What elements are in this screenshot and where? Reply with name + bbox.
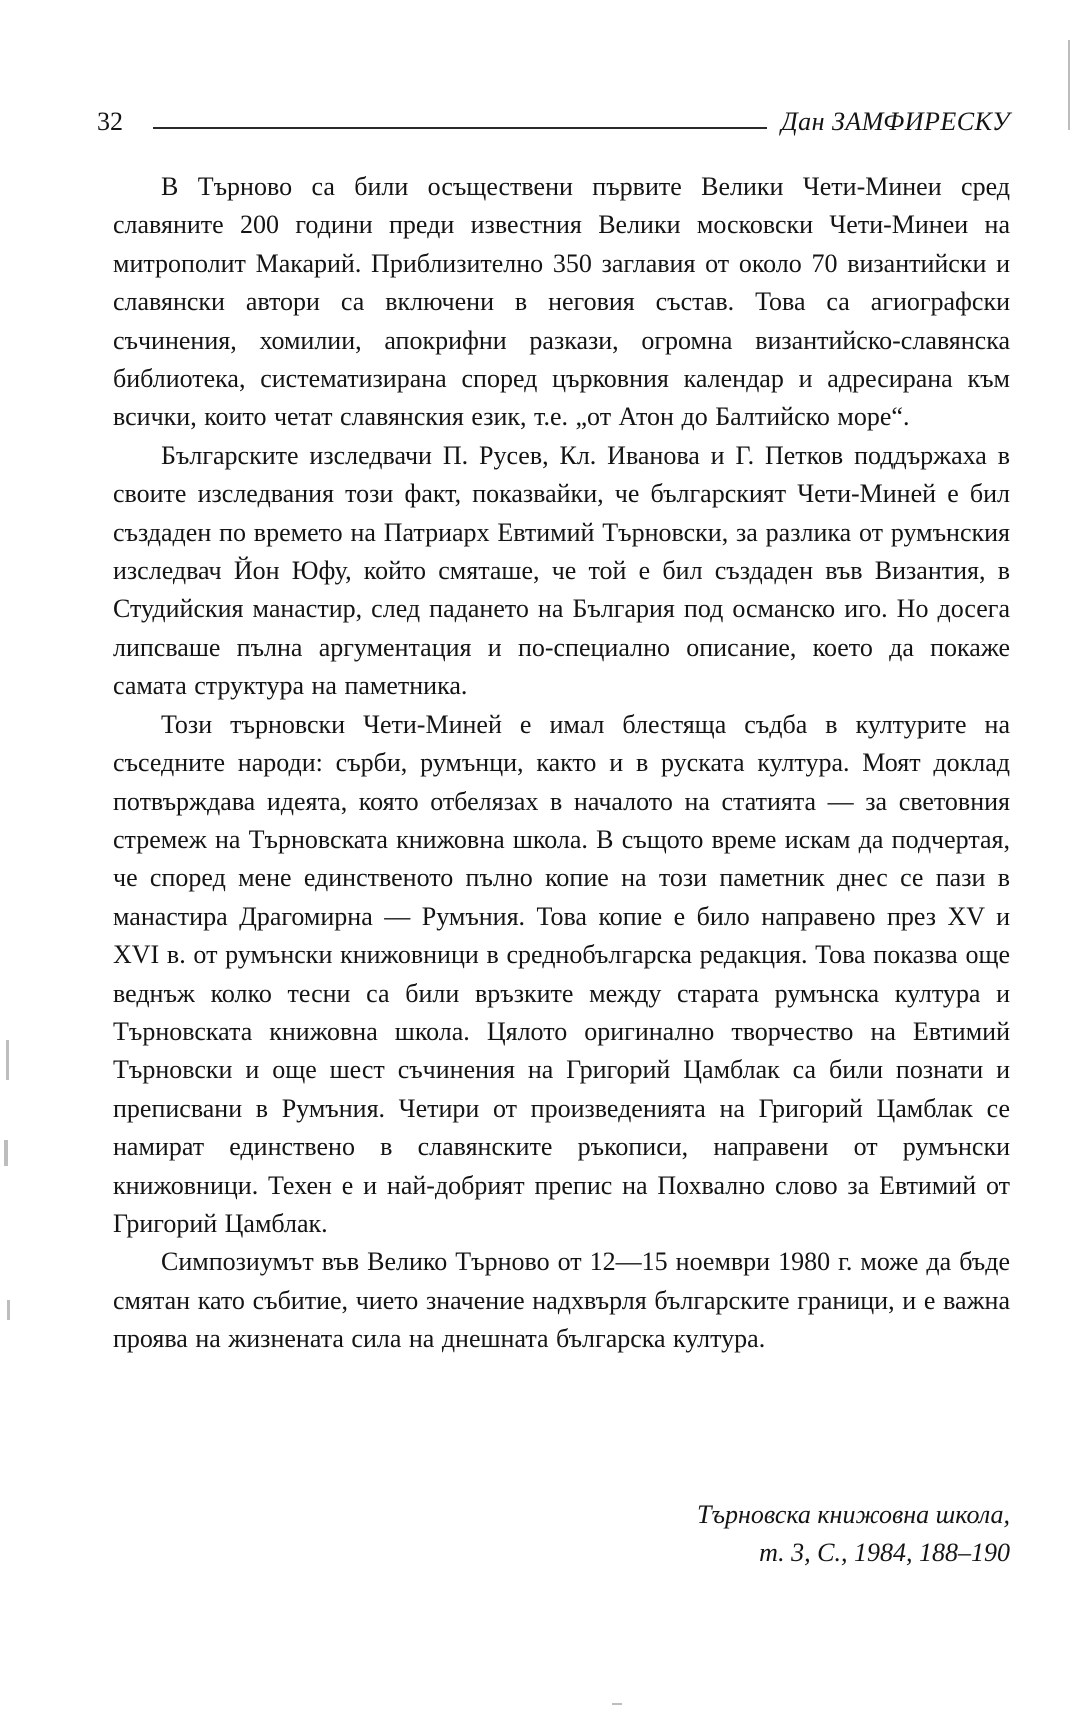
scan-artifact: [1068, 40, 1070, 130]
page-number: 32: [97, 107, 123, 136]
scan-artifact: [6, 1040, 9, 1080]
paragraph-4: Симпозиумът във Велико Търново от 12—15 ноември 1980 г. може да бъде смятан като събитие, чието значение надхвърля българските граници, и е важна проява на жизнената сила на днешната българска култура.: [113, 1247, 1010, 1354]
header-rule: [153, 127, 767, 129]
scan-artifact: [7, 1300, 10, 1320]
paragraph-2: Българските изследвачи П. Русев, Кл. Иванова и Г. Петков поддържаха в своите изследвания този факт, показвайки, че българският Чети-Миней е бил създаден по времето на Патриарх Евтимий Търновски, за разлика от румънския изследвач Йон Юфу, който смяташе, че той е бил създаден във Византия, в Студийския манастир, след падането на България под османско иго. Но досега липсваше пълна аргументация и по-специално описание, което да покаже самата структура на паметника.: [113, 440, 1010, 701]
paragraph-1: В Търново са били осъществени първите Велики Чети-Минеи сред славяните 200 години преди известния Велики московски Чети-Минеи на митрополит Макарий. Приблизително 350 заглавия от около 70 византийски и славянски автори са включени в неговия състав. Това са агиографски съчинения, хомилии, апокрифни разкази, огромна византийско-славянска библиотека, систематизирана според църковния календар и адресирана към всички, които четат славянския език, т.е. „от Атон до Балтийско море“.: [113, 172, 1010, 432]
page-header: [97, 102, 1010, 142]
body-text: [113, 168, 1010, 1359]
source-details: т. 3, С., 1984, 188–190: [759, 1538, 1010, 1567]
source-citation: [560, 1496, 1010, 1572]
scan-artifact: [4, 1140, 8, 1166]
source-title: Търновска книжовна школа,: [697, 1500, 1010, 1529]
scan-artifact: [612, 1703, 622, 1705]
paragraph-3: Този търновски Чети-Миней е имал блестяща съдба в културите на съседните народи: сърби, румънци, както и в руската култура. Моят доклад потвърждава идеята, която отбелязах в началото на статията — за световния стремеж на Търновската книжовна школа. В същото време искам да подчертая, че според мене единственото пълно копие на този паметник днес се пази в манастира Драгомирна — Румъния. Това копие е било направено през XV и XVI в. от румънски книжовници в среднобългарска редакция. Това показва още веднъж колко тесни са били връзките между старата румънска култура и Търновската книжовна школа. Цялото оригинално творчество на Евтимий Търновски и още шест съчинения на Григорий Цамблак са били познати и преписвани в Румъния. Четири от произведенията на Григорий Цамблак се намират единствено в славянските ръкописи, направени от румънски книжовници. Техен е и най-добрият препис на Похвално слово за Евтимий от Григорий Цамблак.: [113, 709, 1010, 1238]
running-head: Дан ЗАМФИРЕСКУ: [781, 107, 1010, 136]
